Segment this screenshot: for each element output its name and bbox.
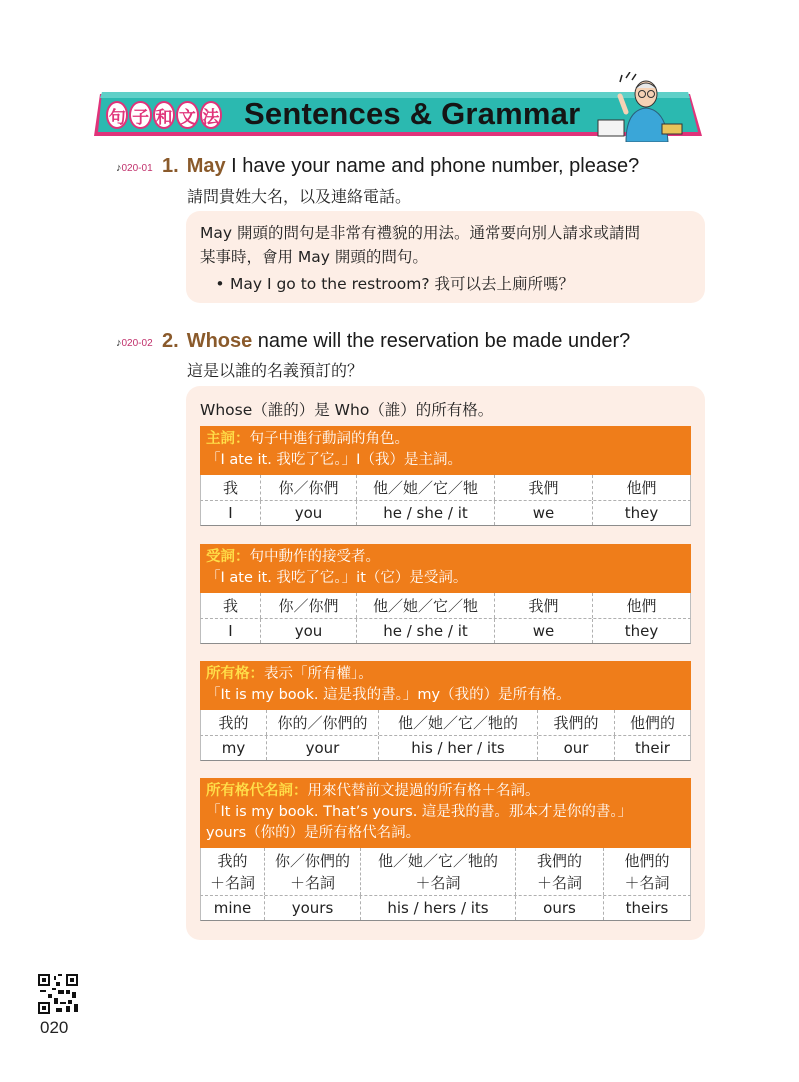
- table-cell: ours: [516, 896, 604, 920]
- table-row: [200, 593, 691, 619]
- cell-line: ＋名詞: [415, 873, 461, 892]
- sentence-keyword: Whose: [186, 330, 253, 352]
- table-cell: 我: [201, 593, 261, 618]
- grammar-table-object: [200, 544, 691, 644]
- page-number: 020: [40, 1018, 69, 1037]
- table-cell: 你／你們: [261, 475, 357, 500]
- term-example: 「I ate it. 我吃了它。」I（我）是主詞。: [206, 452, 462, 468]
- table-cell: we: [495, 619, 593, 643]
- teacher-illustration-icon: [596, 72, 686, 142]
- table-cell: 我的: [201, 710, 267, 735]
- term-description: 表示「所有權」。: [264, 666, 373, 682]
- term-example: yours（你的）是所有格代名詞。: [206, 825, 421, 841]
- table-row: [200, 710, 691, 736]
- table-cell: mine: [201, 896, 265, 920]
- explanation-text: [200, 221, 640, 269]
- table-cell: I: [201, 501, 261, 525]
- grammar-table-subject: [200, 426, 691, 526]
- cell-line: 他們的: [624, 851, 670, 870]
- music-note-icon: ♪: [116, 337, 122, 349]
- table-row: [200, 501, 691, 526]
- table-cell: I: [201, 619, 261, 643]
- track-number: 020-02: [121, 338, 153, 349]
- term-example: 「It is my book. 這是我的書。」my（我的）是所有格。: [206, 687, 571, 703]
- example-sentence-1: [162, 155, 639, 178]
- cell-line: 我的: [217, 851, 248, 870]
- translation-2: 這是以誰的名義預訂的？: [187, 361, 364, 380]
- sentence-text: I have your name and phone number, please?: [225, 155, 640, 177]
- cell-line: 我們的: [536, 851, 582, 870]
- cell-line: ＋名詞: [289, 873, 335, 892]
- term-description: 句子中進行動詞的角色。: [249, 431, 409, 447]
- term-example: 「I ate it. 我吃了它。」it（它）是受詞。: [206, 570, 468, 586]
- table-cell: he / she / it: [357, 501, 495, 525]
- table-cell: he / she / it: [357, 619, 495, 643]
- example-text: May I go to the restroom? 我可以去上廁所嗎？: [230, 275, 575, 293]
- sentence-number: 2.: [162, 330, 179, 352]
- table-cell: [604, 848, 690, 895]
- table-cell: you: [261, 501, 357, 525]
- audio-track-label[interactable]: [116, 337, 153, 349]
- track-number: 020-01: [121, 163, 153, 174]
- term-example: 「It is my book. That’s yours. 這是我的書。那本才是你的書。」: [206, 804, 633, 820]
- audio-track-label[interactable]: [116, 162, 153, 174]
- sentence-keyword: May: [186, 155, 226, 177]
- table-cell: your: [267, 736, 379, 760]
- table-cell: 我們: [495, 593, 593, 618]
- table-row: [200, 475, 691, 501]
- cell-line: ＋名詞: [624, 873, 670, 892]
- table-cell: [516, 848, 604, 895]
- table-cell: yours: [265, 896, 361, 920]
- table-cell: 我們: [495, 475, 593, 500]
- table-cell: 他們的: [629, 713, 675, 732]
- table-cell: we: [495, 501, 593, 525]
- table-cell: 他們: [626, 596, 657, 615]
- badge-char: 和: [153, 101, 175, 129]
- sentence-number: 1.: [162, 155, 179, 177]
- explanation-line: May 開頭的問句是非常有禮貌的用法。通常要向別人請求或請問: [200, 224, 640, 242]
- grammar-term: 所有格：: [206, 666, 264, 682]
- grammar-term: 主詞：: [206, 431, 250, 447]
- table-cell: [201, 848, 265, 895]
- cell-line: 他／她／它／牠的: [377, 851, 498, 870]
- table-row: [200, 619, 691, 644]
- table-cell: theirs: [625, 899, 669, 917]
- table-cell: [361, 848, 516, 895]
- table-cell: my: [201, 736, 267, 760]
- table-cell: 他們: [626, 478, 657, 497]
- explanation-box-1: [186, 211, 705, 303]
- table-cell: 你的／你們的: [267, 710, 379, 735]
- term-description: 用來代替前文提過的所有格＋名詞。: [307, 783, 540, 799]
- example-sentence-2: [162, 330, 630, 353]
- grammar-table-possessive-pronoun: [200, 778, 691, 921]
- table-cell: 我: [201, 475, 261, 500]
- table-header: [200, 661, 691, 710]
- badge-char: 法: [200, 101, 222, 129]
- term-description: 句中動作的接受者。: [249, 549, 380, 565]
- table-row: [200, 736, 691, 761]
- cell-line: ＋名詞: [536, 873, 582, 892]
- table-cell: his / hers / its: [361, 896, 516, 920]
- grammar-term: 所有格代名詞：: [206, 783, 308, 799]
- table-row: [200, 848, 691, 896]
- intro-text: Whose（誰的）是 Who（誰）的所有格。: [200, 401, 494, 419]
- table-cell: you: [261, 619, 357, 643]
- example-bullet: [210, 272, 574, 294]
- bullet-icon: •: [215, 275, 225, 293]
- table-cell: 他／她／它／牠: [357, 475, 495, 500]
- table-cell: 你／你們: [261, 593, 357, 618]
- badge-char: 子: [129, 101, 151, 129]
- table-cell: they: [624, 622, 659, 640]
- table-row: [200, 896, 691, 921]
- translation-1: 請問貴姓大名，以及連絡電話。: [187, 187, 412, 206]
- grammar-table-possessive: [200, 661, 691, 761]
- table-cell: 他／她／它／牠: [357, 593, 495, 618]
- table-header: [200, 778, 691, 848]
- grammar-term: 受詞：: [206, 549, 250, 565]
- cell-line: ＋名詞: [209, 873, 255, 892]
- section-badge: [106, 100, 222, 130]
- table-cell: they: [624, 504, 659, 522]
- qr-code-icon[interactable]: [38, 974, 78, 1014]
- table-cell: 我們的: [538, 710, 615, 735]
- table-cell: our: [538, 736, 615, 760]
- table-header: [200, 544, 691, 593]
- table-cell: 他／她／它／牠的: [379, 710, 538, 735]
- badge-char: 文: [176, 101, 198, 129]
- table-cell: their: [635, 739, 670, 757]
- table-cell: his / her / its: [379, 736, 538, 760]
- badge-char: 句: [106, 101, 128, 129]
- table-cell: [265, 848, 361, 895]
- sentence-text: name will the reservation be made under?: [252, 330, 631, 352]
- explanation-line: 某事時，會用 May 開頭的問句。: [200, 248, 428, 266]
- section-title: Sentences & Grammar: [244, 96, 581, 131]
- music-note-icon: ♪: [116, 162, 122, 174]
- cell-line: 你／你們的: [274, 851, 350, 870]
- table-header: [200, 426, 691, 475]
